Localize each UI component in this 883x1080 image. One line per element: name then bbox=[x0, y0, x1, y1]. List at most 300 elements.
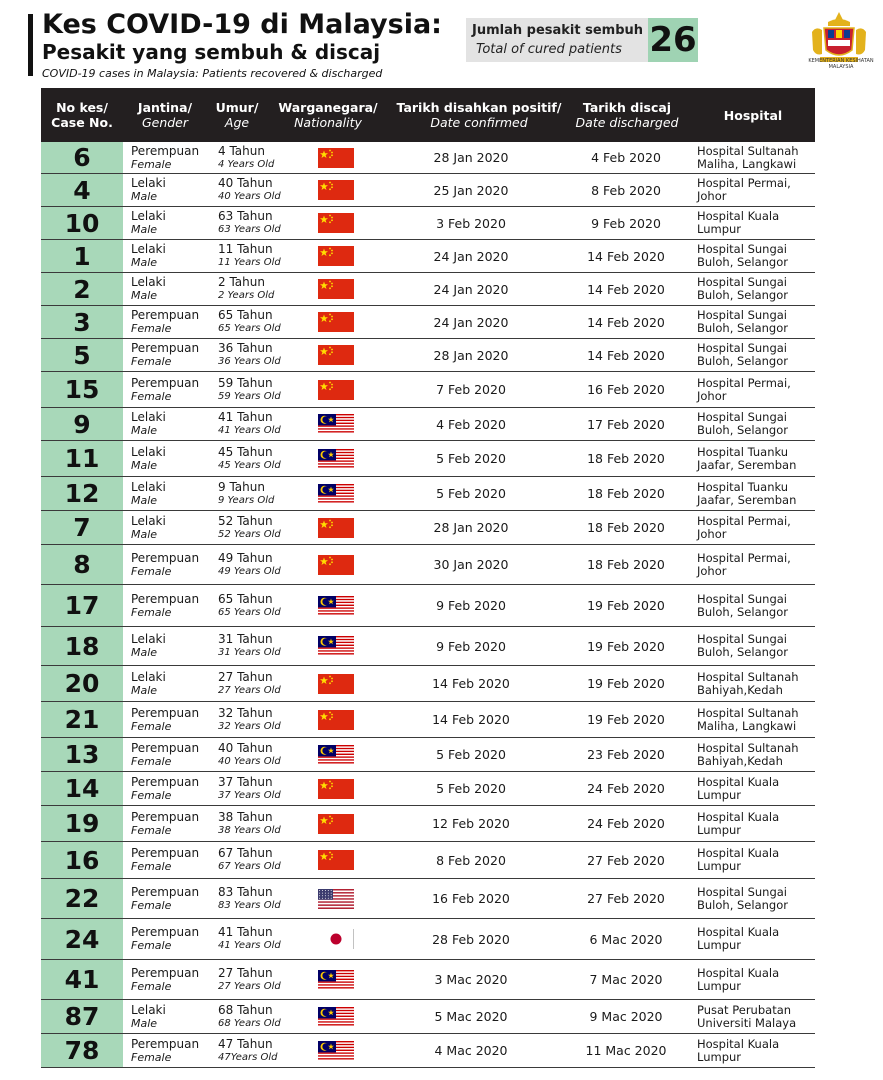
nationality-cell bbox=[317, 306, 355, 338]
hospital-line2: Lumpur bbox=[697, 822, 742, 837]
date-confirmed: 8 Feb 2020 bbox=[436, 852, 506, 868]
cured-total-count: 26 bbox=[649, 20, 697, 60]
hospital-line1: Pusat Perubatan bbox=[697, 1002, 792, 1017]
nationality-cell bbox=[317, 174, 355, 206]
age-en: 45 Years Old bbox=[218, 459, 281, 471]
hospital-line1: Hospital Kuala bbox=[697, 809, 780, 824]
age-cell bbox=[218, 441, 318, 476]
china-flag-icon bbox=[318, 345, 354, 365]
age-ms: 45 Tahun bbox=[218, 444, 273, 459]
table-row bbox=[41, 879, 815, 919]
gender-cell bbox=[131, 806, 211, 841]
table-row bbox=[41, 585, 815, 627]
case-number: 14 bbox=[41, 772, 123, 805]
page-header bbox=[0, 0, 883, 88]
age-en: 37 Years Old bbox=[218, 789, 281, 801]
table-row bbox=[41, 441, 815, 477]
hospital-line1: Hospital Sungai bbox=[697, 410, 787, 424]
date-discharged: 7 Mac 2020 bbox=[589, 972, 663, 987]
date-discharged: 11 Mac 2020 bbox=[585, 1043, 667, 1058]
hospital-line2: Bahiyah,Kedah bbox=[697, 682, 783, 697]
date-confirmed: 24 Jan 2020 bbox=[433, 281, 509, 297]
hospital-line1: Hospital Kuala bbox=[697, 209, 780, 223]
case-number: 20 bbox=[41, 666, 123, 701]
date-confirmed: 5 Feb 2020 bbox=[436, 747, 506, 762]
case-number: 11 bbox=[41, 441, 123, 476]
date-discharged: 6 Mac 2020 bbox=[589, 931, 663, 947]
col-age: Umur/ Age bbox=[215, 100, 259, 130]
age-en: 68 Years Old bbox=[218, 1017, 281, 1029]
cured-total-label-ms: Jumlah pesakit sembuh bbox=[472, 23, 644, 38]
nationality-cell bbox=[317, 772, 355, 805]
hospital-line1: Hospital Sungai bbox=[697, 242, 787, 256]
hospital-cell bbox=[697, 240, 815, 272]
china-flag-icon bbox=[318, 380, 354, 400]
gender-ms: Perempuan bbox=[131, 774, 200, 789]
gender-cell bbox=[131, 477, 211, 510]
hospital-line2: Johor bbox=[697, 563, 727, 578]
age-ms: 49 Tahun bbox=[218, 550, 273, 565]
date-discharged: 18 Feb 2020 bbox=[587, 451, 665, 466]
gender-en: Male bbox=[131, 1016, 158, 1030]
age-en: 27 Years Old bbox=[218, 980, 281, 992]
gender-en: Male bbox=[131, 223, 158, 236]
age-en: 65 Years Old bbox=[218, 323, 281, 334]
age-en: 11 Years Old bbox=[218, 257, 281, 268]
hospital-line1: Hospital Sungai bbox=[697, 632, 787, 646]
date-confirmed: 28 Jan 2020 bbox=[433, 347, 509, 363]
date-confirmed: 9 Feb 2020 bbox=[436, 638, 506, 654]
age-en: 41 Years Old bbox=[218, 940, 281, 951]
hospital-line2: Buloh, Selangor bbox=[697, 288, 788, 302]
table-row bbox=[41, 738, 815, 772]
case-number: 9 bbox=[41, 408, 123, 440]
table-row bbox=[41, 240, 815, 273]
table-row bbox=[41, 960, 815, 1000]
nationality-cell bbox=[317, 339, 355, 371]
gender-en: Male bbox=[131, 493, 158, 507]
date-discharged: 27 Feb 2020 bbox=[587, 852, 665, 868]
hospital-cell bbox=[697, 666, 815, 701]
hospital-line2: Lumpur bbox=[697, 787, 742, 802]
case-number: 17 bbox=[41, 585, 123, 626]
date-discharged: 8 Feb 2020 bbox=[591, 182, 661, 198]
age-en: 65 Years Old bbox=[218, 606, 281, 618]
gender-ms: Perempuan bbox=[131, 375, 200, 390]
case-number: 21 bbox=[41, 702, 123, 737]
col-date-discharged: Tarikh discaj Date discharged bbox=[575, 100, 679, 130]
age-en: 27 Years Old bbox=[218, 684, 281, 696]
age-ms: 40 Tahun bbox=[218, 740, 273, 755]
nationality-cell bbox=[317, 207, 355, 239]
nationality-cell bbox=[317, 666, 355, 701]
china-flag-icon bbox=[318, 555, 354, 575]
hospital-line1: Hospital Permai, bbox=[697, 550, 791, 565]
cured-total-label-box bbox=[466, 18, 648, 62]
gender-ms: Lelaki bbox=[131, 209, 166, 223]
gender-en: Female bbox=[131, 157, 172, 171]
table-row bbox=[41, 306, 815, 339]
age-ms: 65 Tahun bbox=[218, 591, 273, 606]
age-ms: 27 Tahun bbox=[218, 669, 273, 684]
hospital-line1: Hospital Tuanku bbox=[697, 444, 789, 459]
gender-cell bbox=[131, 174, 211, 206]
hospital-line2: Lumpur bbox=[697, 938, 742, 952]
age-en: 63 Years Old bbox=[218, 224, 281, 235]
hospital-line2: Jaafar, Seremban bbox=[697, 457, 797, 472]
hospital-line1: Hospital Sultanah bbox=[697, 143, 799, 158]
gender-en: Female bbox=[131, 823, 172, 837]
gender-ms: Perempuan bbox=[131, 809, 200, 824]
age-ms: 67 Tahun bbox=[218, 846, 273, 860]
gender-cell bbox=[131, 960, 211, 999]
china-flag-icon bbox=[318, 148, 354, 168]
hospital-line1: Hospital Kuala bbox=[697, 846, 780, 860]
hospital-cell bbox=[697, 207, 815, 239]
gender-ms: Perempuan bbox=[131, 308, 200, 322]
nationality-cell bbox=[317, 477, 355, 510]
hospital-line1: Hospital Kuala bbox=[697, 1036, 780, 1051]
hospital-line2: Buloh, Selangor bbox=[697, 604, 788, 619]
age-en: 49 Years Old bbox=[218, 565, 281, 577]
case-number: 3 bbox=[41, 306, 123, 338]
hospital-line2: Lumpur bbox=[697, 222, 742, 236]
case-number: 6 bbox=[41, 142, 123, 173]
hospital-cell bbox=[697, 408, 815, 440]
malaysia-flag-icon bbox=[318, 1041, 354, 1061]
case-number: 12 bbox=[41, 477, 123, 510]
gender-ms: Perempuan bbox=[131, 143, 200, 158]
nationality-cell bbox=[317, 842, 355, 878]
nationality-cell bbox=[317, 441, 355, 476]
gender-en: Female bbox=[131, 564, 172, 578]
table-row bbox=[41, 477, 815, 511]
date-confirmed: 9 Feb 2020 bbox=[436, 598, 506, 613]
age-cell bbox=[218, 842, 318, 878]
hospital-cell bbox=[697, 702, 815, 737]
hospital-cell bbox=[697, 842, 815, 878]
age-cell bbox=[218, 372, 318, 407]
recovered-patients-table bbox=[41, 88, 815, 1068]
hospital-line1: Hospital Tuanku bbox=[697, 479, 789, 494]
age-en: 2 Years Old bbox=[218, 290, 275, 301]
age-ms: 31 Tahun bbox=[218, 632, 273, 646]
hospital-line1: Hospital Sungai bbox=[697, 884, 787, 899]
gender-ms: Perempuan bbox=[131, 1036, 200, 1051]
age-cell bbox=[218, 240, 318, 272]
date-confirmed: 4 Mac 2020 bbox=[434, 1043, 508, 1058]
japan-flag-icon bbox=[318, 929, 354, 949]
case-number: 78 bbox=[41, 1034, 123, 1067]
hospital-line2: Johor bbox=[697, 388, 727, 403]
hospital-line1: Hospital Sungai bbox=[697, 275, 787, 289]
china-flag-icon bbox=[318, 246, 354, 266]
case-number: 10 bbox=[41, 207, 123, 239]
date-confirmed: 25 Jan 2020 bbox=[433, 182, 509, 198]
age-cell bbox=[218, 627, 318, 665]
hospital-line2: Buloh, Selangor bbox=[697, 255, 788, 269]
hospital-cell bbox=[697, 879, 815, 918]
table-row bbox=[41, 806, 815, 842]
hospital-line1: Hospital Sungai bbox=[697, 341, 787, 355]
age-en: 41 Years Old bbox=[218, 425, 281, 436]
table-row bbox=[41, 702, 815, 738]
age-ms: 4 Tahun bbox=[218, 143, 265, 158]
page-subtitle-english: COVID-19 cases in Malaysia: Patients recovered & discharged bbox=[42, 67, 383, 80]
nationality-cell bbox=[317, 702, 355, 737]
date-discharged: 23 Feb 2020 bbox=[587, 747, 665, 762]
date-confirmed: 5 Feb 2020 bbox=[436, 781, 506, 796]
gender-en: Female bbox=[131, 754, 172, 768]
hospital-line1: Hospital Sultanah bbox=[697, 705, 799, 720]
case-number: 16 bbox=[41, 842, 123, 878]
date-confirmed: 14 Feb 2020 bbox=[432, 676, 510, 691]
age-ms: 40 Tahun bbox=[218, 176, 273, 190]
date-confirmed: 4 Feb 2020 bbox=[436, 416, 506, 432]
gender-en: Male bbox=[131, 190, 158, 203]
date-confirmed: 12 Feb 2020 bbox=[432, 816, 510, 831]
case-number: 19 bbox=[41, 806, 123, 841]
hospital-cell bbox=[697, 174, 815, 206]
age-cell bbox=[218, 585, 318, 626]
nationality-cell bbox=[317, 919, 355, 959]
age-cell bbox=[218, 960, 318, 999]
hospital-cell bbox=[697, 960, 815, 999]
malaysia-flag-icon bbox=[318, 414, 354, 434]
table-row bbox=[41, 1000, 815, 1034]
age-ms: 65 Tahun bbox=[218, 308, 273, 322]
age-en: 40 Years Old bbox=[218, 191, 281, 202]
gender-en: Female bbox=[131, 355, 172, 368]
hospital-line1: Hospital Sungai bbox=[697, 591, 787, 606]
malaysia-flag-icon bbox=[318, 1007, 354, 1027]
date-discharged: 16 Feb 2020 bbox=[587, 382, 665, 397]
hospital-cell bbox=[697, 511, 815, 544]
hospital-line1: Hospital Sultanah bbox=[697, 669, 799, 684]
hospital-line2: Buloh, Selangor bbox=[697, 321, 788, 335]
date-confirmed: 14 Feb 2020 bbox=[432, 712, 510, 727]
date-confirmed: 28 Jan 2020 bbox=[433, 520, 509, 535]
hospital-line2: Buloh, Selangor bbox=[697, 423, 788, 437]
nationality-cell bbox=[317, 545, 355, 584]
nationality-cell bbox=[317, 627, 355, 665]
gender-en: Male bbox=[131, 256, 158, 269]
age-ms: 11 Tahun bbox=[218, 242, 273, 256]
gender-cell bbox=[131, 545, 211, 584]
gender-ms: Lelaki bbox=[131, 275, 166, 289]
gender-en: Male bbox=[131, 527, 158, 541]
gender-ms: Lelaki bbox=[131, 479, 166, 494]
gender-ms: Lelaki bbox=[131, 1002, 166, 1017]
hospital-cell bbox=[697, 477, 815, 510]
hospital-line2: Jaafar, Seremban bbox=[697, 492, 797, 507]
age-ms: 83 Tahun bbox=[218, 884, 273, 899]
date-confirmed: 3 Mac 2020 bbox=[434, 972, 508, 987]
hospital-line2: Johor bbox=[697, 189, 727, 203]
gender-en: Female bbox=[131, 860, 172, 873]
nationality-cell bbox=[317, 960, 355, 999]
age-cell bbox=[218, 142, 318, 173]
table-row bbox=[41, 339, 815, 372]
date-confirmed: 30 Jan 2020 bbox=[433, 557, 509, 572]
hospital-line2: Buloh, Selangor bbox=[697, 354, 788, 368]
gender-ms: Perempuan bbox=[131, 740, 200, 755]
china-flag-icon bbox=[318, 710, 354, 730]
date-discharged: 14 Feb 2020 bbox=[587, 281, 665, 297]
age-ms: 59 Tahun bbox=[218, 375, 273, 390]
gender-cell bbox=[131, 441, 211, 476]
date-confirmed: 5 Feb 2020 bbox=[436, 486, 506, 501]
gender-cell bbox=[131, 585, 211, 626]
gender-en: Male bbox=[131, 424, 158, 437]
nationality-cell bbox=[317, 511, 355, 544]
date-discharged: 14 Feb 2020 bbox=[587, 314, 665, 330]
age-ms: 41 Tahun bbox=[218, 925, 273, 939]
gender-cell bbox=[131, 511, 211, 544]
nationality-cell bbox=[317, 806, 355, 841]
nationality-cell bbox=[317, 273, 355, 305]
col-nationality: Warganegara/ Nationality bbox=[278, 100, 378, 130]
hospital-line1: Hospital Kuala bbox=[697, 774, 780, 789]
age-cell bbox=[218, 1034, 318, 1067]
age-cell bbox=[218, 772, 318, 805]
date-discharged: 19 Feb 2020 bbox=[587, 712, 665, 727]
col-gender: Jantina/ Gender bbox=[137, 100, 193, 130]
gender-ms: Lelaki bbox=[131, 669, 166, 684]
table-row bbox=[41, 372, 815, 408]
gender-en: Male bbox=[131, 646, 158, 659]
date-discharged: 14 Feb 2020 bbox=[587, 248, 665, 264]
nationality-cell bbox=[317, 372, 355, 407]
gender-cell bbox=[131, 240, 211, 272]
gender-en: Female bbox=[131, 389, 172, 403]
date-discharged: 9 Mac 2020 bbox=[589, 1009, 663, 1024]
date-discharged: 18 Feb 2020 bbox=[587, 520, 665, 535]
hospital-line1: Hospital Sungai bbox=[697, 308, 787, 322]
age-cell bbox=[218, 477, 318, 510]
gender-cell bbox=[131, 306, 211, 338]
date-discharged: 19 Feb 2020 bbox=[587, 638, 665, 654]
age-cell bbox=[218, 702, 318, 737]
ministry-caption: KEMENTERIAN KESIHATAN MALAYSIA bbox=[808, 58, 874, 70]
age-ms: 9 Tahun bbox=[218, 479, 265, 494]
table-row bbox=[41, 772, 815, 806]
date-discharged: 9 Feb 2020 bbox=[591, 215, 661, 231]
hospital-cell bbox=[697, 545, 815, 584]
nationality-cell bbox=[317, 1034, 355, 1067]
date-confirmed: 28 Jan 2020 bbox=[433, 150, 509, 165]
case-number: 7 bbox=[41, 511, 123, 544]
gender-ms: Perempuan bbox=[131, 884, 200, 899]
malaysia-flag-icon bbox=[318, 484, 354, 504]
age-en: 40 Years Old bbox=[218, 755, 281, 767]
hospital-cell bbox=[697, 1000, 815, 1033]
hospital-cell bbox=[697, 306, 815, 338]
case-number: 15 bbox=[41, 372, 123, 407]
gender-cell bbox=[131, 339, 211, 371]
table-header-row bbox=[41, 88, 815, 142]
date-discharged: 24 Feb 2020 bbox=[587, 781, 665, 796]
age-cell bbox=[218, 919, 318, 959]
date-discharged: 27 Feb 2020 bbox=[587, 891, 665, 906]
case-number: 2 bbox=[41, 273, 123, 305]
age-en: 32 Years Old bbox=[218, 720, 281, 732]
date-confirmed: 5 Feb 2020 bbox=[436, 451, 506, 466]
hospital-line1: Hospital Permai, bbox=[697, 375, 791, 390]
gender-cell bbox=[131, 702, 211, 737]
hospital-line2: Bahiyah,Kedah bbox=[697, 753, 783, 768]
gender-cell bbox=[131, 372, 211, 407]
age-cell bbox=[218, 666, 318, 701]
col-hospital: Hospital bbox=[723, 107, 783, 123]
nationality-cell bbox=[317, 408, 355, 440]
gender-ms: Perempuan bbox=[131, 965, 200, 980]
hospital-cell bbox=[697, 1034, 815, 1067]
age-en: 52 Years Old bbox=[218, 528, 281, 540]
table-row bbox=[41, 666, 815, 702]
gender-ms: Perempuan bbox=[131, 341, 200, 355]
table-row bbox=[41, 142, 815, 174]
age-en: 38 Years Old bbox=[218, 824, 281, 836]
hospital-cell bbox=[697, 738, 815, 771]
date-discharged: 18 Feb 2020 bbox=[587, 486, 665, 501]
table-row bbox=[41, 174, 815, 207]
gender-ms: Perempuan bbox=[131, 846, 200, 860]
malaysia-flag-icon bbox=[318, 449, 354, 469]
date-discharged: 17 Feb 2020 bbox=[587, 416, 665, 432]
age-cell bbox=[218, 339, 318, 371]
china-flag-icon bbox=[318, 312, 354, 332]
age-cell bbox=[218, 306, 318, 338]
nationality-cell bbox=[317, 142, 355, 173]
date-discharged: 24 Feb 2020 bbox=[587, 816, 665, 831]
nationality-cell bbox=[317, 240, 355, 272]
table-row bbox=[41, 842, 815, 879]
page-subtitle: Pesakit yang sembuh & discaj bbox=[42, 40, 381, 64]
age-cell bbox=[218, 806, 318, 841]
table-row bbox=[41, 627, 815, 666]
gender-ms: Lelaki bbox=[131, 513, 166, 528]
gender-ms: Lelaki bbox=[131, 632, 166, 646]
col-case-no: No kes/ Case No. bbox=[51, 100, 113, 130]
page-title: Kes COVID-19 di Malaysia: bbox=[42, 9, 442, 40]
hospital-line1: Hospital Sultanah bbox=[697, 740, 799, 755]
gender-ms: Lelaki bbox=[131, 176, 166, 190]
date-confirmed: 24 Jan 2020 bbox=[433, 248, 509, 264]
nationality-cell bbox=[317, 1000, 355, 1033]
malaysia-flag-icon bbox=[318, 745, 354, 765]
gender-cell bbox=[131, 1000, 211, 1033]
gender-cell bbox=[131, 142, 211, 173]
table-row bbox=[41, 273, 815, 306]
date-confirmed: 7 Feb 2020 bbox=[436, 382, 506, 397]
date-discharged: 4 Feb 2020 bbox=[591, 150, 661, 165]
date-discharged: 18 Feb 2020 bbox=[587, 557, 665, 572]
gender-en: Male bbox=[131, 683, 158, 697]
date-confirmed: 5 Mac 2020 bbox=[434, 1009, 508, 1024]
age-cell bbox=[218, 738, 318, 771]
table-row bbox=[41, 545, 815, 585]
table-row bbox=[41, 919, 815, 960]
age-ms: 47 Tahun bbox=[218, 1036, 273, 1051]
age-en: 31 Years Old bbox=[218, 647, 281, 658]
hospital-cell bbox=[697, 806, 815, 841]
age-ms: 36 Tahun bbox=[218, 341, 273, 355]
age-ms: 2 Tahun bbox=[218, 275, 265, 289]
gender-en: Female bbox=[131, 939, 172, 952]
age-cell bbox=[218, 1000, 318, 1033]
hospital-line2: Lumpur bbox=[697, 859, 742, 873]
